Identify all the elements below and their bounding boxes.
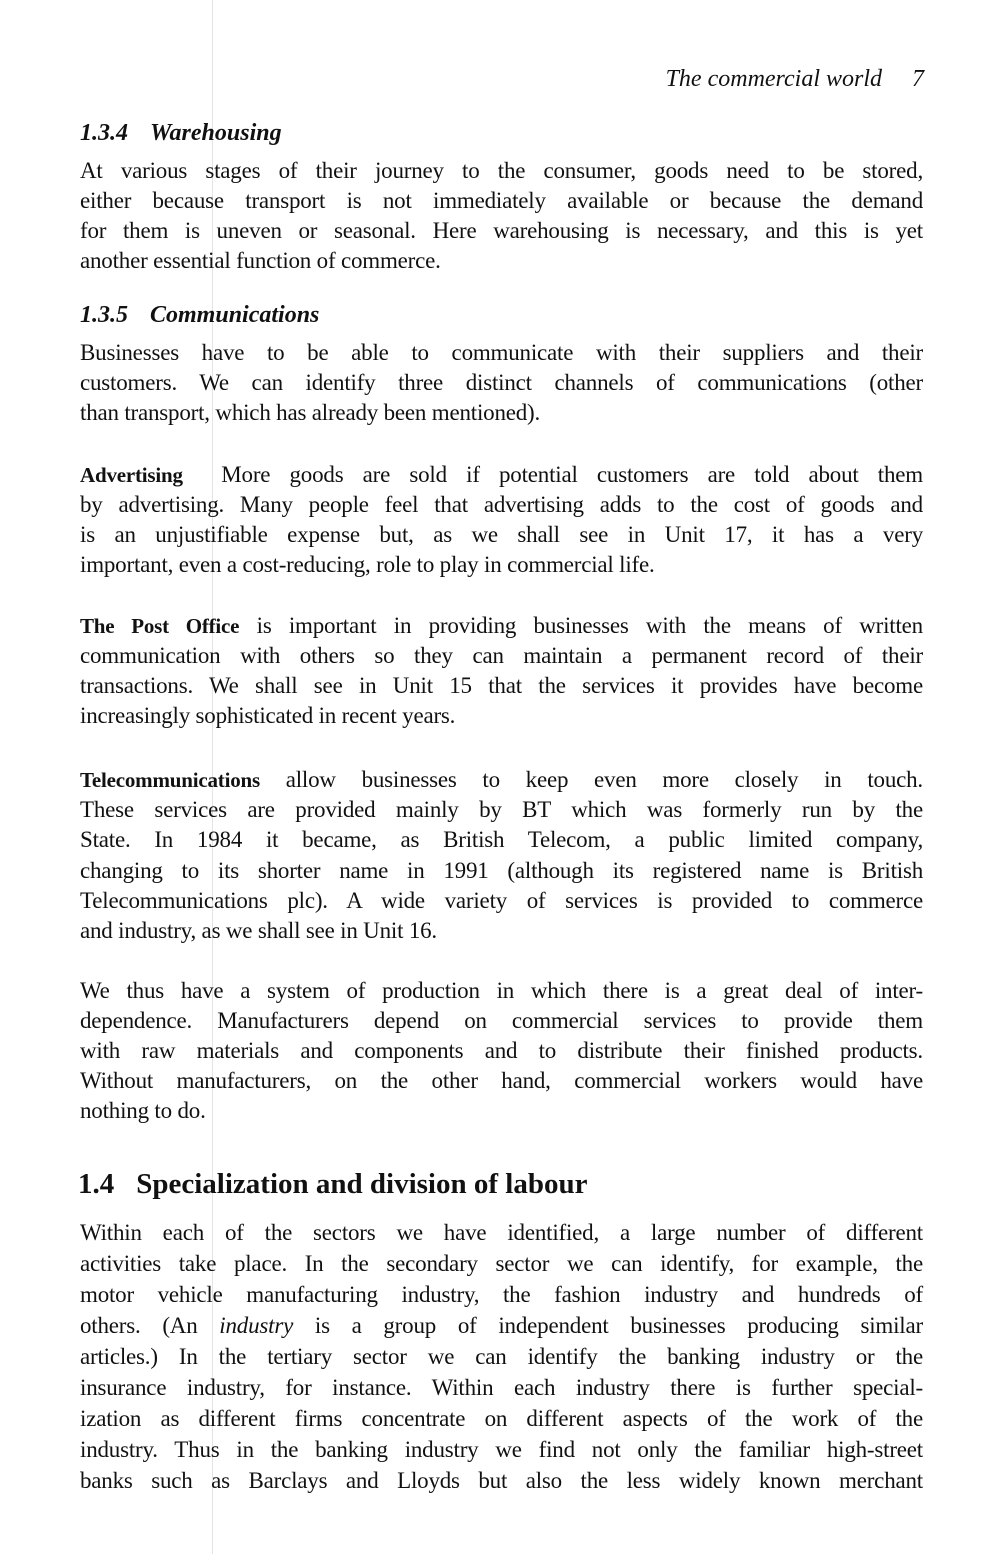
run-in-heading-telecommunications: Telecommunications xyxy=(80,768,260,792)
text-line: transactions. We shall see in Unit 15 that the services it provides have become xyxy=(80,673,923,698)
text-line: increasingly sophisticated in recent years. xyxy=(80,703,456,728)
text-line: Within each of the sectors we have identified, a large number of different xyxy=(80,1220,923,1245)
text-line: changing to its shorter name in 1991 (although its registered name is British xyxy=(80,858,923,883)
text-line: communication with others so they can maintain a permanent record of their xyxy=(80,643,923,668)
text-line xyxy=(80,1311,923,1341)
text-line: and industry, as we shall see in Unit 16. xyxy=(80,918,437,943)
text-line: either because transport is not immediately available or because the demand xyxy=(80,188,923,213)
running-head xyxy=(666,66,924,93)
text-span: More goods are sold if potential customers are told about them xyxy=(221,462,923,487)
text-line: These services are provided mainly by BT which was formerly run by the xyxy=(80,797,923,822)
text-span: others. (An xyxy=(80,1313,198,1338)
run-in-heading-post-office: The Post Office xyxy=(80,614,240,638)
page-number: 7 xyxy=(912,66,924,92)
text-line: is an unjustifiable expense but, as we shall see in Unit 17, it has a very xyxy=(80,522,923,547)
section-number: 1.4 xyxy=(78,1168,115,1200)
text-line xyxy=(80,765,923,795)
text-line: important, even a cost-reducing, role to play in commercial life. xyxy=(80,552,655,577)
text-line: activities take place. In the secondary sector we can identify, for example, the xyxy=(80,1251,923,1276)
subsection-number: 1.3.5 xyxy=(80,302,128,328)
subsection-title: Warehousing xyxy=(150,120,282,146)
text-line: for them is uneven or seasonal. Here warehousing is necessary, and this is yet xyxy=(80,218,923,243)
text-line: industry. Thus in the banking industry we find not only the familiar high-street xyxy=(80,1437,923,1462)
text-line: by advertising. Many people feel that advertising adds to the cost of goods and xyxy=(80,492,923,517)
subsection-heading-warehousing xyxy=(80,120,282,147)
text-line: another essential function of commerce. xyxy=(80,248,441,273)
text-line: articles.) In the tertiary sector we can identify the banking industry or the xyxy=(80,1344,923,1369)
subsection-heading-communications xyxy=(80,302,319,329)
text-line: We thus have a system of production in which there is a great deal of inter- xyxy=(80,978,923,1003)
text-line: Businesses have to be able to communicate with their suppliers and their xyxy=(80,340,923,365)
text-line xyxy=(80,460,923,490)
subsection-title: Communications xyxy=(150,302,320,328)
text-line: ization as different firms concentrate on different aspects of the work of the xyxy=(80,1406,923,1431)
text-line: nothing to do. xyxy=(80,1098,206,1123)
run-in-heading-advertising: Advertising xyxy=(80,463,183,487)
text-line: customers. We can identify three distinct channels of communications (other xyxy=(80,370,923,395)
text-line: dependence. Manufacturers depend on commercial services to provide them xyxy=(80,1008,923,1033)
text-line xyxy=(80,611,923,641)
text-span: is important in providing businesses with the means of written xyxy=(256,613,923,638)
section-heading-specialization xyxy=(78,1168,587,1201)
text-span: allow businesses to keep even more closely in touch. xyxy=(285,767,923,792)
running-head-title: The commercial world xyxy=(665,66,882,92)
text-line: with raw materials and components and to distribute their finished products. xyxy=(80,1038,923,1063)
subsection-number: 1.3.4 xyxy=(80,120,128,146)
text-line: motor vehicle manufacturing industry, the fashion industry and hundreds of xyxy=(80,1282,923,1307)
text-line: than transport, which has already been mentioned). xyxy=(80,400,541,425)
section-title: Specialization and division of labour xyxy=(136,1168,588,1200)
text-line: At various stages of their journey to the consumer, goods need to be stored, xyxy=(80,158,923,183)
text-line: insurance industry, for instance. Within each industry there is further special- xyxy=(80,1375,923,1400)
text-span: is a group of independent businesses producing similar xyxy=(314,1313,923,1338)
text-line: Without manufacturers, on the other hand, commercial workers would have xyxy=(80,1068,923,1093)
text-line: banks such as Barclays and Lloyds but also the less widely known merchant xyxy=(80,1468,923,1493)
emphasized-term: industry xyxy=(219,1313,294,1338)
text-line: Telecommunications plc). A wide variety of services is provided to commerce xyxy=(80,888,923,913)
text-line: State. In 1984 it became, as British Telecom, a public limited company, xyxy=(80,827,923,852)
